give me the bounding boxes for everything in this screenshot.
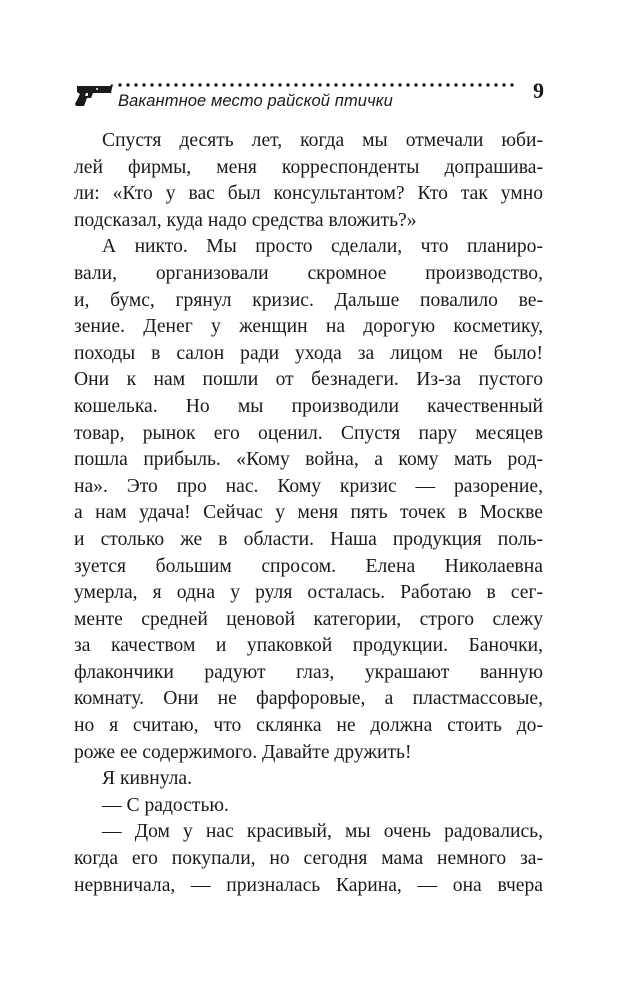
text-line: флакончики радуют глаз, украшают ванную [74, 661, 543, 683]
paragraph [74, 793, 543, 820]
text-line: менте средней ценовой категории, строго слежу [74, 608, 543, 630]
text-line: — Дом у нас красивый, мы очень радовались, [102, 821, 543, 843]
text-line: лей фирмы, меня корреспонденты допрашива- [74, 156, 543, 178]
text-line: товар, рынок его оценил. Спустя пару месяцев [74, 422, 543, 444]
text-line: когда его покупали, но сегодня мама немного за- [74, 848, 543, 870]
text-line: нервничала, — призналась Карина, — она вчера [74, 874, 543, 896]
text-line: зуется большим спросом. Елена Николаевна [74, 555, 543, 577]
running-header [74, 76, 544, 116]
text-line: А никто. Мы просто сделали, что планиро- [102, 236, 543, 258]
paragraph [74, 234, 543, 766]
text-line: но я считаю, что склянка не должна стоить до- [74, 715, 543, 737]
body-text [74, 128, 543, 899]
text-line: кошелька. Но мы производили качественный [74, 395, 543, 417]
text-line: ли: «Кто у вас был консультантом? Кто так умно [74, 183, 543, 205]
paragraph [74, 128, 543, 234]
text-line: Я кивнула. [102, 768, 193, 790]
text-line: Спустя десять лет, когда мы отмечали юби- [102, 130, 543, 151]
text-line: комнату. Они не фарфоровые, а пластмассовые, [74, 688, 543, 710]
text-line: вали, организовали скромное производство, [74, 262, 543, 284]
text-line: подсказал, куда надо средства вложить?» [74, 209, 417, 231]
paragraph [74, 819, 543, 899]
text-line: — С радостью. [102, 794, 229, 816]
text-line: походы в салон ради ухода за лицом не было! [74, 342, 543, 364]
text-line: а нам удача! Сейчас у меня пять точек в Москве [74, 502, 543, 524]
text-line: роже ее содержимого. Давайте дружить! [74, 741, 412, 763]
text-line: и столько же в области. Наша продукция поль- [74, 528, 543, 550]
text-line: зение. Денег у женщин на дорогую косметику, [74, 316, 543, 338]
text-line: и, бумс, грянул кризис. Дальше повалило ве- [74, 289, 543, 311]
running-title: Вакантное место райской птички [118, 92, 393, 110]
page-number: 9 [533, 78, 544, 103]
text-line: на». Это про нас. Кому кризис — разорение, [74, 475, 543, 497]
text-line: Они к нам пошли от безнадеги. Из-за пустого [74, 369, 543, 391]
dotted-rule [116, 82, 514, 88]
paragraph [74, 766, 543, 793]
text-line: умерла, я одна у руля осталась. Работаю в сег- [74, 582, 543, 604]
text-line: пошла прибыль. «Кому война, а кому мать род- [74, 449, 543, 471]
text-line: за качеством и упаковкой продукции. Баночки, [74, 635, 543, 657]
revolver-icon [74, 82, 114, 108]
